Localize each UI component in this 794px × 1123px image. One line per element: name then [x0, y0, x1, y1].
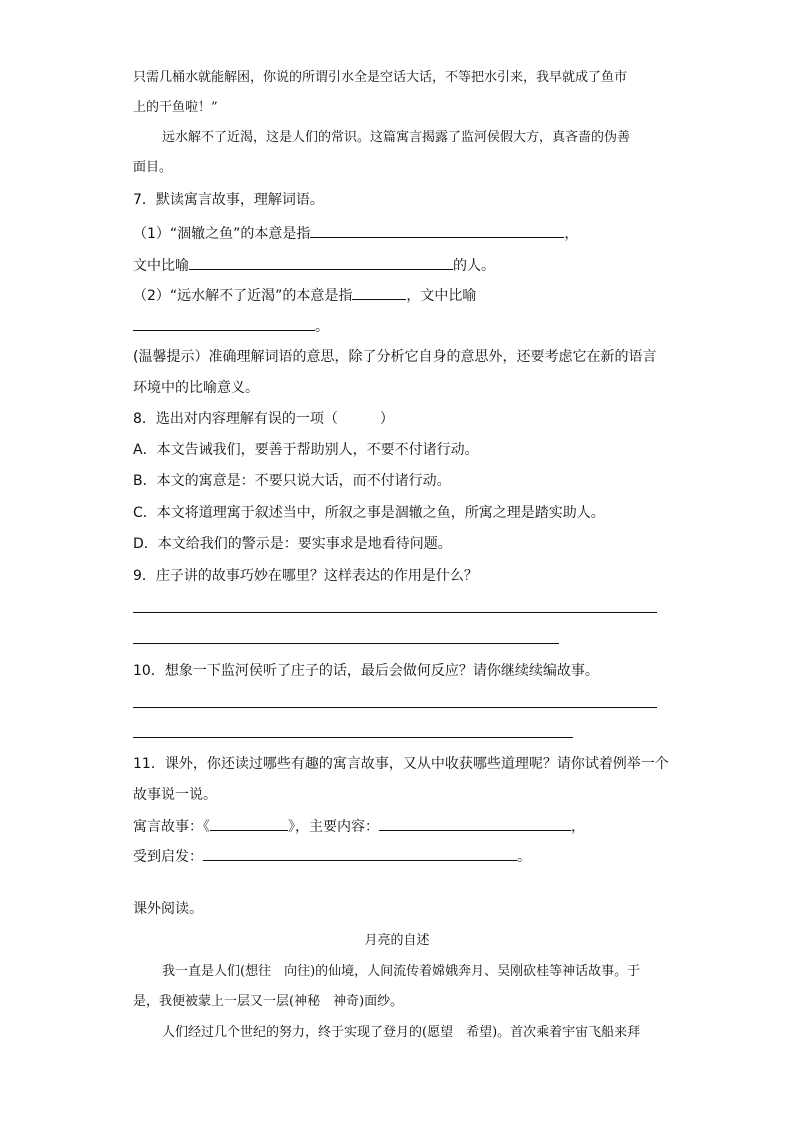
punctuation: 。: [315, 319, 329, 335]
section-heading: 课外阅读。: [133, 901, 203, 917]
prompt-text: 寓言故事：《: [133, 819, 210, 835]
prompt-text: （1）“涸辙之鱼”的本意是指: [133, 226, 311, 242]
question-8-title: 8．选出对内容理解有误的一项（ ）: [133, 411, 394, 427]
insight-blank[interactable]: [203, 846, 517, 861]
option-b[interactable]: B．本文的寓意是：不要只说大话，而不付诸行动。: [133, 473, 451, 489]
option-a[interactable]: A．本文告诫我们，要善于帮助别人，不要不付诸行动。: [133, 442, 479, 458]
option-c[interactable]: C．本文将道理寓于叙述当中，所叙之事是涸辙之鱼，所寓之理是踏实助人。: [133, 505, 605, 521]
question-9-title: 9．庄子讲的故事巧妙在哪里？这样表达的作用是什么？: [133, 568, 478, 584]
prompt-text: 的人。: [453, 258, 495, 274]
question-7-part-1: [133, 223, 578, 244]
question-7-part-1-meaning: [133, 255, 495, 276]
option-d[interactable]: D．本文给我们的警示是：要实事求是地看待问题。: [133, 536, 452, 552]
story-name-blank[interactable]: [210, 816, 288, 831]
passage-line: 只需几桶水就能解困，你说的所谓引水全是空话大话，不等把水引来，我早就成了鱼市: [133, 70, 628, 85]
article-title: 月亮的自述: [364, 933, 430, 948]
prompt-text: 受到启发：: [133, 849, 203, 865]
answer-blank[interactable]: [189, 255, 453, 270]
prompt-text: 》，主要内容：: [288, 819, 379, 835]
hint-text: 环境中的比喻意义。: [133, 380, 259, 396]
hint-text: (温馨提示）准确理解词语的意思，除了分析它自身的意思外，还要考虑它在新的语言: [133, 349, 657, 365]
question-7-title: 7．默读寓言故事，理解词语。: [133, 192, 324, 208]
passage-line: 面目。: [133, 160, 173, 175]
question-11-title: 11．课外，你还读过哪些有趣的寓言故事，又从中收获哪些道理呢？请你试着例举一个: [133, 756, 669, 772]
answer-line[interactable]: [133, 737, 573, 738]
article-paragraph: 我一直是人们(想往 向往)的仙境，人间流传着嫦娥奔月、吴刚砍桂等神话故事。于: [162, 964, 641, 979]
question-11-insight: [133, 846, 531, 867]
passage-line: 远水解不了近渴，这是人们的常识。这篇寓言揭露了监河侯假大方，真吝啬的伪善: [162, 130, 631, 145]
answer-blank[interactable]: [310, 223, 564, 238]
question-7-part-2: [133, 285, 476, 306]
article-paragraph: 人们经过几个世纪的努力，终于实现了登月的(愿望 希望)。首次乘着宇宙飞船来拜: [162, 1025, 641, 1040]
prompt-text: （2）“远水解不了近渴”的本意是指: [133, 288, 353, 304]
question-7-part-2-meaning: [133, 316, 329, 337]
punctuation: 。: [517, 849, 531, 865]
question-10-title: 10．想象一下监河侯听了庄子的话，最后会做何反应？请你继续续编故事。: [133, 663, 599, 679]
answer-line[interactable]: [133, 612, 657, 613]
answer-line[interactable]: [133, 643, 559, 644]
story-content-blank[interactable]: [379, 816, 571, 831]
question-11-story: [133, 816, 585, 837]
answer-blank[interactable]: [133, 316, 315, 331]
prompt-text: ，文中比喻: [406, 288, 477, 304]
punctuation: ，: [571, 819, 585, 835]
passage-line: 上的干鱼啦！”: [133, 100, 218, 115]
punctuation: ，: [564, 226, 579, 242]
question-11-title-cont: 故事说一说。: [133, 787, 217, 803]
prompt-text: 文中比喻: [133, 258, 189, 274]
answer-blank[interactable]: [352, 285, 406, 300]
answer-line[interactable]: [133, 707, 657, 708]
article-paragraph: 是，我便被蒙上一层又一层(神秘 神奇)面纱。: [133, 994, 404, 1009]
